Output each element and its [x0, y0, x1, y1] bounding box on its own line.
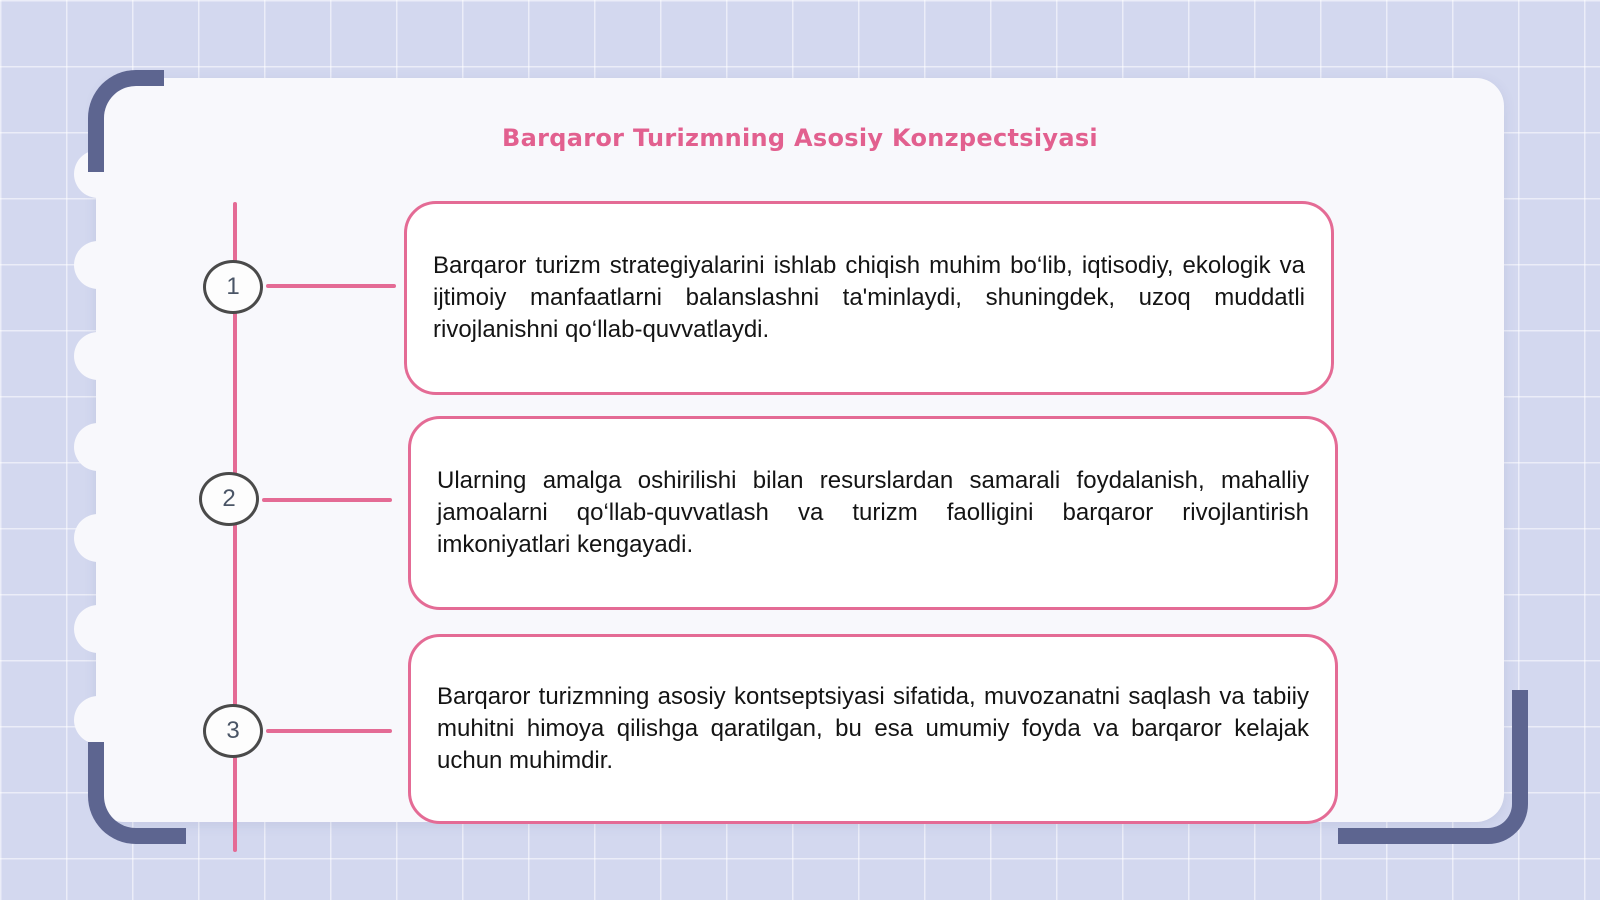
- step-1-number: 1: [203, 260, 263, 314]
- step-3-card: [408, 634, 1338, 824]
- step-3-connector: [266, 729, 392, 733]
- step-1-connector: [266, 284, 396, 288]
- binder-tab: [74, 696, 126, 744]
- step-2-number: 2: [199, 472, 259, 526]
- step-2-connector: [262, 498, 392, 502]
- frame-corner-top-left: [88, 70, 164, 172]
- binder-tab: [74, 514, 126, 562]
- frame-corner-bottom-left: [88, 742, 186, 844]
- step-1-card: [404, 201, 1334, 395]
- binder-tab: [74, 332, 126, 380]
- step-2-text: Ularning amalga oshirilishi bilan resurslardan samarali foydalanish, mahalliy jamoalarni qo‘llab-quvvatlash va turizm faolligini barqaror rivojlantirish imkoniyatlari kengayadi.: [437, 467, 1309, 558]
- binder-tab: [74, 605, 126, 653]
- binder-tab: [74, 241, 126, 289]
- step-2-card: [408, 416, 1338, 610]
- step-3-text: Barqaror turizmning asosiy kontseptsiyasi sifatida, muvozanatni saqlash va tabiiy muhitni himoya qilishga qaratilgan, bu esa umumiy foyda va barqaror kelajak uchun muhimdir.: [437, 683, 1309, 774]
- step-1-text: Barqaror turizm strategiyalarini ishlab chiqish muhim bo‘lib, iqtisodiy, ekologik va ijtimoiy manfaatlarni balanslashni ta'minlaydi, shuningdek, uzoq muddatli rivojlanishni qo‘llab-quvvatlaydi.: [433, 252, 1305, 343]
- step-3-number: 3: [203, 704, 263, 758]
- binder-tab: [74, 423, 126, 471]
- page-title: Barqaror Turizmning Asosiy Konzpectsiyasi: [502, 124, 1098, 152]
- frame-corner-bottom-right: [1338, 690, 1528, 844]
